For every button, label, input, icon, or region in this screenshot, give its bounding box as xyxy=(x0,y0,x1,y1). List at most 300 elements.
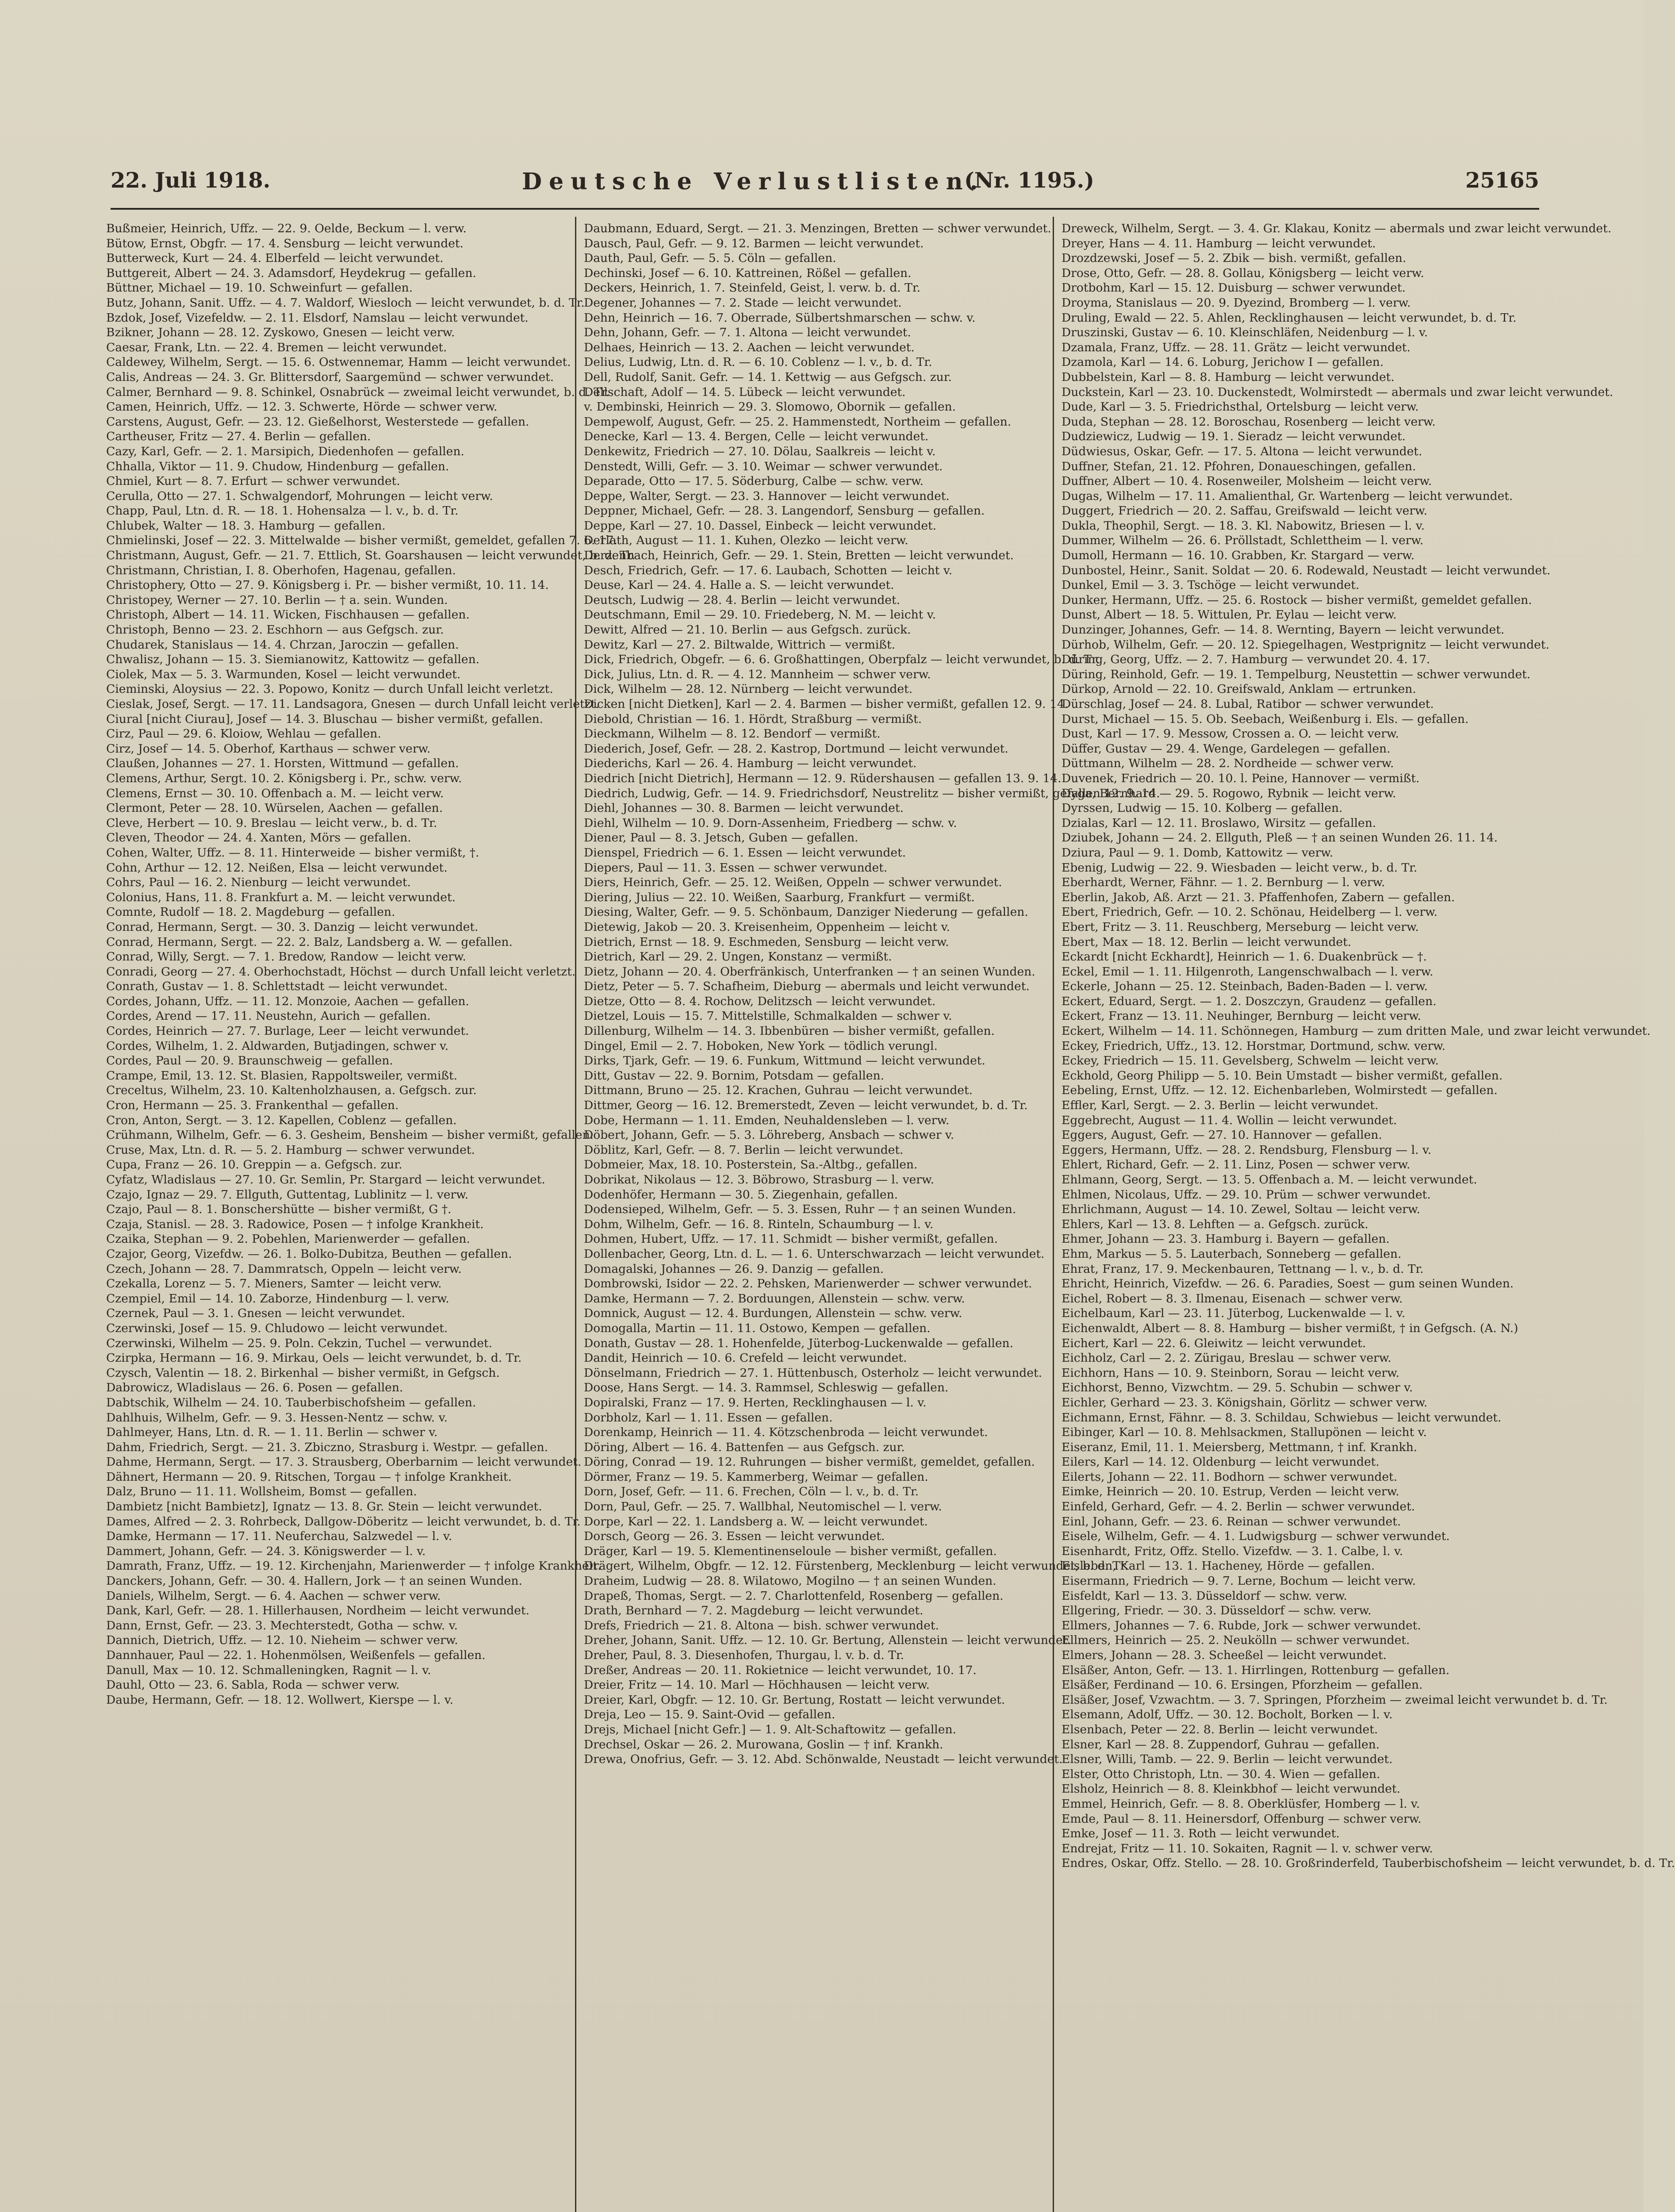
casualty-entry: Dillenburg, Wilhelm — 14. 3. Ibbenbüren — bisher vermißt, gefallen. xyxy=(584,1024,995,1038)
casualty-entry: Dähnert, Hermann — 20. 9. Ritschen, Torgau — † infolge Krankheit. xyxy=(106,1470,512,1484)
casualty-entry: Dollenbacher, Georg, Ltn. d. L. — 1. 6. Unterschwarzach — leicht verwundet. xyxy=(584,1247,1045,1261)
casualty-entry: Einl, Johann, Gefr. — 23. 6. Reinan — schwer verwundet. xyxy=(1062,1514,1401,1528)
casualty-entry: Dorsch, Georg — 26. 3. Essen — leicht verwundet. xyxy=(584,1529,885,1544)
casualty-entry: Czirpka, Hermann — 16. 9. Mirkau, Oels — leicht verwundet, b. d. Tr. xyxy=(106,1351,522,1365)
casualty-entry: Duvenek, Friedrich — 20. 10. l. Peine, Hannover — vermißt. xyxy=(1062,771,1420,785)
casualty-entry: Eberlin, Jakob, Aß. Arzt — 21. 3. Pfaffenhofen, Zabern — gefallen. xyxy=(1062,890,1455,904)
casualty-entry: Czerwinski, Wilhelm — 25. 9. Poln. Cekzin, Tuchel — verwundet. xyxy=(106,1336,492,1350)
casualty-entry: Calis, Andreas — 24. 3. Gr. Blittersdorf, Saargemünd — schwer verwundet. xyxy=(106,370,554,384)
casualty-entry: Elsholz, Heinrich — 8. 8. Kleinkbhof — leicht verwundet. xyxy=(1062,1782,1401,1796)
casualty-entry: Endres, Oskar, Offz. Stello. — 28. 10. Großrinderfeld, Tauberbischofsheim — leicht verwundet, b. d. Tr. xyxy=(1062,1856,1675,1870)
casualty-entry: Dann, Ernst, Gefr. — 23. 3. Mechterstedt, Gotha — schw. v. xyxy=(106,1618,458,1632)
casualty-entry: Cordes, Arend — 17. 11. Neustehn, Aurich — gefallen. xyxy=(106,1009,431,1023)
casualty-entry: Dukla, Theophil, Sergt. — 18. 3. Kl. Nabowitz, Briesen — l. v. xyxy=(1062,518,1425,533)
casualty-entry: Cordes, Wilhelm, 1. 2. Aldwarden, Butjadingen, schwer v. xyxy=(106,1039,449,1053)
issue-date: 22. Juli 1918. xyxy=(111,168,271,193)
casualty-entry: Cyfatz, Wladislaus — 27. 10. Gr. Semlin, Pr. Stargard — leicht verwundet. xyxy=(106,1173,545,1187)
casualty-entry: Drewa, Onofrius, Gefr. — 3. 12. Abd. Schönwalde, Neustadt — leicht verwundet. xyxy=(584,1752,1063,1767)
casualty-entry: Chapp, Paul, Ltn. d. R. — 18. 1. Hohensalza — l. v., b. d. Tr. xyxy=(106,504,459,518)
casualty-entry: Denecke, Karl — 13. 4. Bergen, Celle — leicht verwundet. xyxy=(584,430,929,444)
casualty-entry: Drejs, Michael [nicht Gefr.] — 1. 9. Alt-Schaftowitz — gefallen. xyxy=(584,1722,956,1736)
casualty-entry: Cohrs, Paul — 16. 2. Nienburg — leicht verwundet. xyxy=(106,876,411,890)
casualty-entry: Daube, Hermann, Gefr. — 18. 12. Wollwert, Kierspe — l. v. xyxy=(106,1693,453,1707)
casualty-entry: Ellmers, Heinrich — 25. 2. Neukölln — schwer verwundet. xyxy=(1062,1633,1410,1647)
casualty-entry: Dahlmeyer, Hans, Ltn. d. R. — 1. 11. Berlin — schwer v. xyxy=(106,1425,438,1440)
casualty-entry: Dietze, Otto — 8. 4. Rochow, Delitzsch — leicht verwundet. xyxy=(584,994,936,1008)
casualty-entry: Elster, Otto Christoph, Ltn. — 30. 4. Wien — gefallen. xyxy=(1062,1767,1380,1781)
casualty-entry: Dehn, Heinrich — 16. 7. Oberrade, Sülbertshmarschen — schw. v. xyxy=(584,311,976,325)
casualty-entry: Deutsch, Ludwig — 28. 4. Berlin — leicht verwundet. xyxy=(584,593,901,607)
casualty-entry: Dabrowicz, Wladislaus — 26. 6. Posen — gefallen. xyxy=(106,1381,403,1395)
casualty-entry: Dodensieped, Wilhelm, Gefr. — 5. 3. Essen, Ruhr — † an seinen Wunden. xyxy=(584,1202,1016,1217)
casualty-entry: Bzdok, Josef, Vizefeldw. — 2. 11. Elsdorf, Namslau — leicht verwundet. xyxy=(106,311,529,325)
casualty-entry: Dausch, Paul, Gefr. — 9. 12. Barmen — leicht verwundet. xyxy=(584,236,924,250)
issue-number: (Nr. 1195.) xyxy=(964,168,1094,193)
casualty-entry: Ehrat, Franz, 17. 9. Meckenbauren, Tettnang — l. v., b. d. Tr. xyxy=(1062,1262,1424,1276)
casualty-entry: Dreja, Leo — 15. 9. Saint-Ovid — gefallen. xyxy=(584,1708,836,1722)
casualty-entry: Dunst, Albert — 18. 5. Wittulen, Pr. Eylau — leicht verw. xyxy=(1062,608,1397,622)
casualty-entry: Eichler, Gerhard — 23. 3. Königshain, Görlitz — schwer verw. xyxy=(1062,1395,1428,1409)
casualty-entry: Claußen, Johannes — 27. 1. Horsten, Wittmund — gefallen. xyxy=(106,757,459,771)
casualty-entry: Dürhob, Wilhelm, Gefr. — 20. 12. Spiegelhagen, Westprignitz — leicht verwundet. xyxy=(1062,637,1549,652)
casualty-entry: Dauhl, Otto — 23. 6. Sabla, Roda — schwer verw. xyxy=(106,1678,400,1692)
casualty-entry: Dietrich, Ernst — 18. 9. Eschmeden, Sensburg — leicht verw. xyxy=(584,935,949,949)
casualty-entry: Eckel, Emil — 1. 11. Hilgenroth, Langenschwalbach — l. verw. xyxy=(1062,964,1434,979)
casualty-entry: Dellschaft, Adolf — 14. 5. Lübeck — leicht verwundet. xyxy=(584,385,906,399)
casualty-entry: Diers, Heinrich, Gefr. — 25. 12. Weißen, Oppeln — schwer verwundet. xyxy=(584,876,1002,890)
casualty-entry: Dönselmann, Friedrich — 27. 1. Hüttenbusch, Osterholz — leicht verwundet. xyxy=(584,1366,1042,1380)
casualty-entry: Druling, Ewald — 22. 5. Ahlen, Recklinghausen — leicht verwundet, b. d. Tr. xyxy=(1062,311,1517,325)
casualty-entry: Cieminski, Aloysius — 22. 3. Popowo, Konitz — durch Unfall leicht verletzt. xyxy=(106,682,553,696)
casualty-entry: Eckey, Friedrich — 15. 11. Gevelsberg, Schwelm — leicht verw. xyxy=(1062,1054,1439,1068)
casualty-entry: Delius, Ludwig, Ltn. d. R. — 6. 10. Coblenz — l. v., b. d. Tr. xyxy=(584,355,932,369)
casualty-entry: Droyma, Stanislaus — 20. 9. Dyezind, Bromberg — l. verw. xyxy=(1062,296,1411,310)
casualty-entry: Eggers, Hermann, Uffz. — 28. 2. Rendsburg, Flensburg — l. v. xyxy=(1062,1143,1432,1157)
casualty-entry: Eckhold, Georg Philipp — 5. 10. Bein Umstadt — bisher vermißt, gefallen. xyxy=(1062,1068,1503,1083)
casualty-entry: Domnick, August — 12. 4. Burdungen, Allenstein — schw. verw. xyxy=(584,1306,962,1321)
casualty-entry: Eibinger, Karl — 10. 8. Mehlsackmen, Stallupönen — leicht v. xyxy=(1062,1425,1427,1440)
casualty-entry: Clermont, Peter — 28. 10. Würselen, Aachen — gefallen. xyxy=(106,801,443,815)
casualty-entry: Eberhardt, Werner, Fähnr. — 1. 2. Bernburg — l. verw. xyxy=(1062,876,1385,890)
casualty-entry: Duggert, Friedrich — 20. 2. Saffau, Greifswald — leicht verw. xyxy=(1062,504,1427,518)
casualty-entry: Ebert, Fritz — 3. 11. Reuschberg, Merseburg — leicht verw. xyxy=(1062,920,1419,934)
casualty-entry: Dunzinger, Johannes, Gefr. — 14. 8. Wernting, Bayern — leicht verwundet. xyxy=(1062,623,1505,637)
casualty-entry: Domagalski, Johannes — 26. 9. Danzig — gefallen. xyxy=(584,1262,884,1276)
casualty-entry: Diebold, Christian — 16. 1. Hördt, Straßburg — vermißt. xyxy=(584,712,922,726)
casualty-entry: Eisleben, Karl — 13. 1. Hacheney, Hörde — gefallen. xyxy=(1062,1559,1375,1573)
casualty-entry: Christoph, Albert — 14. 11. Wicken, Fischhausen — gefallen. xyxy=(106,608,470,622)
casualty-entry: Dirks, Tjark, Gefr. — 19. 6. Funkum, Wittmund — leicht verwundet. xyxy=(584,1054,985,1068)
casualty-entry: Dzamola, Karl — 14. 6. Loburg, Jerichow I — gefallen. xyxy=(1062,355,1384,369)
casualty-entry: Bußmeier, Heinrich, Uffz. — 22. 9. Oelde, Beckum — l. verw. xyxy=(106,222,467,235)
casualty-entry: Cleve, Herbert — 10. 9. Breslau — leicht verw., b. d. Tr. xyxy=(106,816,437,830)
casualty-entry: Eisenhardt, Fritz, Offz. Stello. Vizefdw. — 3. 1. Calbe, l. v. xyxy=(1062,1544,1403,1558)
casualty-entry: Dank, Karl, Gefr. — 28. 1. Hillerhausen, Nordheim — leicht verwundet. xyxy=(106,1604,530,1618)
casualty-entry: Düttmann, Wilhelm — 28. 2. Nordheide — schwer verw. xyxy=(1062,757,1394,771)
casualty-entry: Diehl, Wilhelm — 10. 9. Dorn-Assenheim, Friedberg — schw. v. xyxy=(584,816,957,830)
casualty-entry: Dechinski, Josef — 6. 10. Kattreinen, Rößel — gefallen. xyxy=(584,266,912,280)
casualty-entry: Dreier, Karl, Obgfr. — 12. 10. Gr. Bertung, Rostatt — leicht verwundet. xyxy=(584,1693,1005,1707)
casualty-entry: Eichelbaum, Karl — 23. 11. Jüterbog, Luckenwalde — l. v. xyxy=(1062,1306,1406,1321)
casualty-entry: Döbert, Johann, Gefr. — 5. 3. Löhreberg, Ansbach — schwer v. xyxy=(584,1128,954,1142)
casualty-column-2 xyxy=(584,221,1160,1767)
casualty-entry: Ebert, Max — 18. 12. Berlin — leicht verwundet. xyxy=(1062,935,1352,949)
casualty-entry: Dugas, Wilhelm — 17. 11. Amalienthal, Gr. Wartenberg — leicht verwundet. xyxy=(1062,489,1513,503)
casualty-entry: Cieslak, Josef, Sergt. — 17. 11. Landsagora, Gnesen — durch Unfall leicht verletzt. xyxy=(106,697,599,711)
casualty-entry: Cordes, Heinrich — 27. 7. Burlage, Leer — leicht verwundet. xyxy=(106,1024,469,1038)
casualty-entry: Dombrowski, Isidor — 22. 2. Pehsken, Marienwerder — schwer verwundet. xyxy=(584,1277,1032,1291)
casualty-entry: Doose, Hans Sergt. — 14. 3. Rammsel, Schleswig — gefallen. xyxy=(584,1381,949,1395)
casualty-entry: Czernek, Paul — 3. 1. Gnesen — leicht verwundet. xyxy=(106,1306,406,1321)
casualty-entry: Ciolek, Max — 5. 3. Warmunden, Kosel — leicht verwundet. xyxy=(106,667,461,681)
casualty-entry: Deutschmann, Emil — 29. 10. Friedeberg, N. M. — leicht v. xyxy=(584,608,936,622)
casualty-entry: Czysch, Valentin — 18. 2. Birkenhal — bisher vermißt, in Gefgsch. xyxy=(106,1366,500,1380)
casualty-entry: Derzenbach, Heinrich, Gefr. — 29. 1. Stein, Bretten — leicht verwundet. xyxy=(584,549,1014,563)
casualty-entry: Drose, Otto, Gefr. — 28. 8. Gollau, Königsberg — leicht verw. xyxy=(1062,266,1424,280)
casualty-entry: Eggebrecht, August — 11. 4. Wollin — leicht verwundet. xyxy=(1062,1113,1397,1127)
casualty-entry: Dorn, Paul, Gefr. — 25. 7. Wallbhal, Neutomischel — l. verw. xyxy=(584,1500,942,1514)
casualty-entry: Chlubek, Walter — 18. 3. Hamburg — gefallen. xyxy=(106,518,386,533)
casualty-entry: Danckers, Johann, Gefr. — 30. 4. Hallern, Jork — † an seinen Wunden. xyxy=(106,1574,522,1588)
casualty-entry: Diederich, Josef, Gefr. — 28. 2. Kastrop, Dortmund — leicht verwundet. xyxy=(584,741,1008,756)
casualty-entry: Dorenkamp, Heinrich — 11. 4. Kötzschenbroda — leicht verwundet. xyxy=(584,1425,988,1440)
casualty-entry: Conrath, Gustav — 1. 8. Schlettstadt — leicht verwundet. xyxy=(106,979,448,994)
casualty-entry: Christmann, Christian, I. 8. Oberhofen, Hagenau, gefallen. xyxy=(106,563,456,577)
casualty-entry: Dziura, Paul — 9. 1. Domb, Kattowitz — verw. xyxy=(1062,845,1334,860)
casualty-entry: Cartheuser, Fritz — 27. 4. Berlin — gefallen. xyxy=(106,430,371,444)
casualty-entry: Comnte, Rudolf — 18. 2. Magdeburg — gefallen. xyxy=(106,905,395,919)
casualty-entry: Cazy, Karl, Gefr. — 2. 1. Marsipich, Diedenhofen — gefallen. xyxy=(106,444,464,458)
casualty-entry: Dobmeier, Max, 18. 10. Posterstein, Sa.-Altbg., gefallen. xyxy=(584,1158,918,1172)
casualty-entry: Dorn, Josef, Gefr. — 11. 6. Frechen, Cöln — l. v., b. d. Tr. xyxy=(584,1485,919,1499)
casualty-entry: Drefs, Friedrich — 21. 8. Altona — bish. schwer verwundet. xyxy=(584,1618,939,1632)
casualty-entry: Ehlmann, Georg, Sergt. — 13. 5. Offenbach a. M. — leicht verwundet. xyxy=(1062,1173,1477,1187)
casualty-entry: Denstedt, Willi, Gefr. — 3. 10. Weimar — schwer verwundet. xyxy=(584,459,943,473)
casualty-entry: Cirz, Josef — 14. 5. Oberhof, Karthaus — schwer verw. xyxy=(106,741,431,756)
casualty-entry: Duffner, Albert — 10. 4. Rosenweiler, Molsheim — leicht verw. xyxy=(1062,474,1432,488)
casualty-entry: Elsäßer, Josef, Vzwachtm. — 3. 7. Springen, Pforzheim — zweimal leicht verwundet b. d. Tr. xyxy=(1062,1693,1608,1707)
casualty-entry: Dittmann, Bruno — 25. 12. Krachen, Guhrau — leicht verwundet. xyxy=(584,1083,973,1098)
casualty-entry: Colonius, Hans, 11. 8. Frankfurt a. M. — leicht verwundet. xyxy=(106,890,456,904)
page-header xyxy=(111,168,1539,204)
casualty-entry: Butterweck, Kurt — 24. 4. Elberfeld — leicht verwundet. xyxy=(106,251,444,265)
casualty-entry: Düffer, Gustav — 29. 4. Wenge, Gardelegen — gefallen. xyxy=(1062,741,1391,756)
casualty-entry: Dietz, Peter — 5. 7. Schafheim, Dieburg — abermals und leicht verwundet. xyxy=(584,979,1030,994)
casualty-entry: Elsner, Karl — 28. 8. Zuppendorf, Guhrau — gefallen. xyxy=(1062,1737,1380,1751)
casualty-entry: Döring, Albert — 16. 4. Battenfen — aus Gefgsch. zur. xyxy=(584,1440,905,1454)
casualty-entry: Dannhauer, Paul — 22. 1. Hohenmölsen, Weißenfels — gefallen. xyxy=(106,1648,486,1662)
casualty-entry: Düring, Reinhold, Gefr. — 19. 1. Tempelburg, Neustettin — schwer verwundet. xyxy=(1062,667,1531,681)
casualty-entry: Eichenwaldt, Albert — 8. 8. Hamburg — bisher vermißt, † in Gefgsch. (A. N.) xyxy=(1062,1321,1518,1335)
casualty-entry: Eisfeldt, Karl — 13. 3. Düsseldorf — schw. verw. xyxy=(1062,1589,1347,1603)
casualty-entry: Dürschlag, Josef — 24. 8. Lubal, Ratibor — schwer verwundet. xyxy=(1062,697,1434,711)
casualty-entry: Dick, Julius, Ltn. d. R. — 4. 12. Mannheim — schwer verw. xyxy=(584,667,931,681)
casualty-entry: Ehlert, Richard, Gefr. — 2. 11. Linz, Posen — schwer verw. xyxy=(1062,1158,1411,1172)
casualty-entry: Eichhorst, Benno, Vizwchtm. — 29. 5. Schubin — schwer v. xyxy=(1062,1381,1413,1395)
casualty-entry: Dyga, Bernhard — 29. 5. Rogowo, Rybnik — leicht verw. xyxy=(1062,786,1396,800)
casualty-entry: Dreher, Paul, 8. 3. Diesenhofen, Thurgau, l. v. b. d. Tr. xyxy=(584,1648,905,1662)
casualty-entry: Eimke, Heinrich — 20. 10. Estrup, Verden — leicht verw. xyxy=(1062,1485,1399,1499)
casualty-entry: Eckey, Friedrich, Uffz., 13. 12. Horstmar, Dortmund, schw. verw. xyxy=(1062,1039,1446,1053)
casualty-entry: Domogalla, Martin — 11. 11. Ostowo, Kempen — gefallen. xyxy=(584,1321,931,1335)
casualty-entry: Cirz, Paul — 29. 6. Kloiow, Wehlau — gefallen. xyxy=(106,727,381,741)
casualty-entry: Dummer, Wilhelm — 26. 6. Pröllstadt, Schlettheim — l. verw. xyxy=(1062,534,1424,548)
casualty-entry: Caldewey, Wilhelm, Sergt. — 15. 6. Ostwennemar, Hamm — leicht verwundet. xyxy=(106,355,571,369)
casualty-entry: Damke, Hermann — 17. 11. Neuferchau, Salzwedel — l. v. xyxy=(106,1529,452,1544)
casualty-entry: Buttgereit, Albert — 24. 3. Adamsdorf, Heydekrug — gefallen. xyxy=(106,266,476,280)
casualty-entry: Dabtschik, Wilhelm — 24. 10. Tauberbischofsheim — gefallen. xyxy=(106,1395,476,1409)
casualty-entry: Dopiralski, Franz — 17. 9. Herten, Recklinghausen — l. v. xyxy=(584,1395,927,1409)
casualty-entry: Dodenhöfer, Hermann — 30. 5. Ziegenhain, gefallen. xyxy=(584,1187,898,1202)
casualty-entry: Carstens, August, Gefr. — 23. 12. Gießelhorst, Westerstede — gefallen. xyxy=(106,415,529,429)
casualty-entry: Dust, Karl — 17. 9. Messow, Crossen a. O. — leicht verw. xyxy=(1062,727,1399,741)
casualty-entry: Emde, Paul — 8. 11. Heinersdorf, Offenburg — schwer verw. xyxy=(1062,1812,1422,1826)
casualty-entry: Diehl, Johannes — 30. 8. Barmen — leicht verwundet. xyxy=(584,801,904,815)
casualty-column-1 xyxy=(106,221,636,1707)
casualty-entry: Ebenig, Ludwig — 22. 9. Wiesbaden — leicht verw., b. d. Tr. xyxy=(1062,860,1418,875)
casualty-entry: Dreier, Fritz — 14. 10. Marl — Höchhausen — leicht verw. xyxy=(584,1678,930,1692)
casualty-entry: Crampe, Emil, 13. 12. St. Blasien, Rappoltsweiler, vermißt. xyxy=(106,1068,458,1083)
casualty-entry: Dumoll, Hermann — 16. 10. Grabben, Kr. Stargard — verw. xyxy=(1062,549,1415,563)
casualty-entry: Dorpe, Karl — 22. 1. Landsberg a. W. — leicht verwundet. xyxy=(584,1514,928,1528)
casualty-entry: Düring, Georg, Uffz. — 2. 7. Hamburg — verwundet 20. 4. 17. xyxy=(1062,653,1430,667)
casualty-entry: Dambietz [nicht Bambietz], Ignatz — 13. 8. Gr. Stein — leicht verwundet. xyxy=(106,1500,542,1514)
casualty-entry: Calmer, Bernhard — 9. 8. Schinkel, Osnabrück — zweimal leicht verwundet, b. d. Tr. xyxy=(106,385,609,399)
casualty-entry: Dubbelstein, Karl — 8. 8. Hamburg — leicht verwundet. xyxy=(1062,370,1395,384)
casualty-entry: Dreher, Johann, Sanit. Uffz. — 12. 10. Gr. Bertung, Allenstein — leicht verwundet. xyxy=(584,1633,1071,1647)
casualty-entry: Christmann, August, Gefr. — 21. 7. Ettlich, St. Goarshausen — leicht verwundet, b. d. Tr. xyxy=(106,549,636,563)
casualty-entry: Eilerts, Johann — 22. 11. Bodhorn — schwer verwundet. xyxy=(1062,1470,1398,1484)
casualty-entry: Bütow, Ernst, Obgfr. — 17. 4. Sensburg — leicht verwundet. xyxy=(106,236,464,250)
casualty-entry: Cordes, Johann, Uffz. — 11. 12. Monzoie, Aachen — gefallen. xyxy=(106,994,469,1008)
casualty-entry: Dames, Alfred — 2. 3. Rohrbeck, Dallgow-Döberitz — leicht verwundet, b. d. Tr. xyxy=(106,1514,581,1528)
casualty-entry: Emmel, Heinrich, Gefr. — 8. 8. Oberklüsfer, Homberg — l. v. xyxy=(1062,1797,1420,1811)
casualty-entry: Düdwiesus, Oskar, Gefr. — 17. 5. Altona — leicht verwundet. xyxy=(1062,444,1422,458)
casualty-entry: Derlath, August — 11. 1. Kuhen, Olezko — leicht verw. xyxy=(584,534,908,548)
casualty-entry: Chwalisz, Johann — 15. 3. Siemianowitz, Kattowitz — gefallen. xyxy=(106,653,480,667)
casualty-entry: Dandit, Heinrich — 10. 6. Crefeld — leicht verwundet. xyxy=(584,1351,907,1365)
casualty-entry: Dobrikat, Nikolaus — 12. 3. Böbrowo, Strasburg — l. verw. xyxy=(584,1173,934,1187)
casualty-entry: Degener, Johannes — 7. 2. Stade — leicht verwundet. xyxy=(584,296,902,310)
casualty-entry: Ciural [nicht Ciurau], Josef — 14. 3. Bluschau — bisher vermißt, gefallen. xyxy=(106,712,543,726)
casualty-entry: Eichmann, Ernst, Fähnr. — 8. 3. Schildau, Schwiebus — leicht verwundet. xyxy=(1062,1410,1502,1425)
casualty-entry: Damrath, Franz, Uffz. — 19. 12. Kirchenjahn, Marienwerder — † infolge Krankheit. xyxy=(106,1559,602,1573)
casualty-entry: Ebert, Friedrich, Gefr. — 10. 2. Schönau, Heidelberg — l. verw. xyxy=(1062,905,1438,919)
casualty-entry: Dräger, Karl — 19. 5. Klementinenseloule — bisher vermißt, gefallen. xyxy=(584,1544,997,1558)
casualty-entry: Dammert, Johann, Gefr. — 24. 3. Königswerder — l. v. xyxy=(106,1544,426,1558)
casualty-entry: Eichel, Robert — 8. 3. Ilmenau, Eisenach — schwer verw. xyxy=(1062,1291,1403,1306)
casualty-entry: Diesing, Walter, Gefr. — 9. 5. Schönbaum, Danziger Niederung — gefallen. xyxy=(584,905,1028,919)
casualty-entry: Drapeß, Thomas, Sergt. — 2. 7. Charlottenfeld, Rosenberg — gefallen. xyxy=(584,1589,1004,1603)
casualty-entry: Dietrich, Karl — 29. 2. Ungen, Konstanz — vermißt. xyxy=(584,950,892,964)
casualty-entry: Eiseranz, Emil, 11. 1. Meiersberg, Mettmann, † inf. Krankh. xyxy=(1062,1440,1418,1454)
casualty-entry: Czerwinski, Josef — 15. 9. Chludowo — leicht verwundet. xyxy=(106,1321,448,1335)
casualty-entry: Döblitz, Karl, Gefr. — 8. 7. Berlin — leicht verwundet. xyxy=(584,1143,904,1157)
casualty-entry: Dobe, Hermann — 1. 11. Emden, Neuhaldensleben — l. verw. xyxy=(584,1113,950,1127)
casualty-entry: Emke, Josef — 11. 3. Roth — leicht verwundet. xyxy=(1062,1827,1340,1841)
casualty-entry: Eckerle, Johann — 25. 12. Steinbach, Baden-Baden — l. verw. xyxy=(1062,979,1428,994)
casualty-entry: Ehm, Markus — 5. 5. Lauterbach, Sonneberg — gefallen. xyxy=(1062,1247,1402,1261)
casualty-entry: Dude, Karl — 3. 5. Friedrichsthal, Ortelsburg — leicht verw. xyxy=(1062,400,1419,414)
casualty-entry: Duckstein, Karl — 23. 10. Duckenstedt, Wolmirstedt — abermals und zwar leicht verwundet. xyxy=(1062,385,1614,399)
casualty-entry: Dell, Rudolf, Sanit. Gefr. — 14. 1. Kettwig — aus Gefgsch. zur. xyxy=(584,370,952,384)
casualty-entry: Dohm, Wilhelm, Gefr. — 16. 8. Rinteln, Schaumburg — l. v. xyxy=(584,1217,934,1231)
casualty-entry: Dahm, Friedrich, Sergt. — 21. 3. Zbiczno, Strasburg i. Westpr. — gefallen. xyxy=(106,1440,548,1454)
casualty-entry: Dick, Wilhelm — 28. 12. Nürnberg — leicht verwundet. xyxy=(584,682,913,696)
casualty-entry: Creceltus, Wilhelm, 23. 10. Kaltenholzhausen, a. Gefgsch. zur. xyxy=(106,1083,477,1098)
casualty-entry: Eichhorn, Hans — 10. 9. Steinborn, Sorau — leicht verw. xyxy=(1062,1366,1399,1380)
casualty-entry: Chhalla, Viktor — 11. 9. Chudow, Hindenburg — gefallen. xyxy=(106,459,449,473)
casualty-entry: Drozdzewski, Josef — 5. 2. Zbik — bish. vermißt, gefallen. xyxy=(1062,251,1407,265)
casualty-entry: Dietzel, Louis — 15. 7. Mittelstille, Schmalkalden — schwer v. xyxy=(584,1009,952,1023)
casualty-entry: Dieckmann, Wilhelm — 8. 12. Bendorf — vermißt. xyxy=(584,727,881,741)
page-number: 25165 xyxy=(1465,168,1539,193)
casualty-entry: Effler, Karl, Sergt. — 2. 3. Berlin — leicht verwundet. xyxy=(1062,1098,1379,1113)
casualty-entry: Cruse, Max, Ltn. d. R. — 5. 2. Hamburg — schwer verwundet. xyxy=(106,1143,475,1157)
casualty-entry: Dittmer, Georg — 16. 12. Bremerstedt, Zeven — leicht verwundet, b. d. Tr. xyxy=(584,1098,1028,1113)
casualty-entry: Daniels, Wilhelm, Sergt. — 6. 4. Aachen — schwer verw. xyxy=(106,1589,441,1603)
casualty-entry: Diepers, Paul — 11. 3. Essen — schwer verwundet. xyxy=(584,860,888,875)
casualty-entry: Dicken [nicht Dietken], Karl — 2. 4. Barmen — bisher vermißt, gefallen 12. 9. 14. xyxy=(584,697,1069,711)
casualty-entry: Cron, Hermann — 25. 3. Frankenthal — gefallen. xyxy=(106,1098,399,1113)
casualty-entry: Dienspel, Friedrich — 6. 1. Essen — leicht verwundet. xyxy=(584,845,906,860)
casualty-entry: Drägert, Wilhelm, Obgfr. — 12. 12. Fürstenberg, Mecklenburg — leicht verwundet, b. d. Tr. xyxy=(584,1559,1129,1573)
casualty-entry: Chudarek, Stanislaus — 14. 4. Chrzan, Jaroczin — gefallen. xyxy=(106,637,459,652)
casualty-entry: Czaja, Stanisl. — 28. 3. Radowice, Posen — † infolge Krankheit. xyxy=(106,1217,484,1231)
casualty-entry: Dreweck, Wilhelm, Sergt. — 3. 4. Gr. Klakau, Konitz — abermals und zwar leicht verwundet. xyxy=(1062,222,1612,235)
casualty-entry: Eisermann, Friedrich — 9. 7. Lerne, Bochum — leicht verw. xyxy=(1062,1574,1416,1588)
casualty-entry: Dziubek, Johann — 24. 2. Ellguth, Pleß — † an seinen Wunden 26. 11. 14. xyxy=(1062,831,1498,845)
casualty-entry: Deppe, Walter, Sergt. — 23. 3. Hannover — leicht verwundet. xyxy=(584,489,950,503)
casualty-entry: Drath, Bernhard — 7. 2. Magdeburg — leicht verwundet. xyxy=(584,1604,924,1618)
casualty-entry: Dreyer, Hans — 4. 11. Hamburg — leicht verwundet. xyxy=(1062,236,1376,250)
casualty-entry: Dunkel, Emil — 3. 3. Tschöge — leicht verwundet. xyxy=(1062,578,1360,592)
casualty-entry: Dannich, Dietrich, Uffz. — 12. 10. Nieheim — schwer verw. xyxy=(106,1633,458,1647)
casualty-entry: Czajor, Georg, Vizefdw. — 26. 1. Bolko-Dubitza, Beuthen — gefallen. xyxy=(106,1247,512,1261)
casualty-entry: Christopey, Werner — 27. 10. Berlin — † a. sein. Wunden. xyxy=(106,593,448,607)
casualty-entry: Ellgering, Friedr. — 30. 3. Düsseldorf — schw. verw. xyxy=(1062,1604,1372,1618)
casualty-entry: Diering, Julius — 22. 10. Weißen, Saarburg, Frankfurt — vermißt. xyxy=(584,890,975,904)
casualty-entry: Czech, Johann — 28. 7. Dammratsch, Oppeln — leicht verw. xyxy=(106,1262,462,1276)
casualty-entry: Bzikner, Johann — 28. 12. Zyskowo, Gnesen — leicht verw. xyxy=(106,326,455,340)
casualty-entry: Endrejat, Fritz — 11. 10. Sokaiten, Ragnit — l. v. schwer verw. xyxy=(1062,1841,1433,1855)
casualty-entry: Dunbostel, Heinr., Sanit. Soldat — 20. 6. Rodewald, Neustadt — leicht verwundet. xyxy=(1062,563,1551,577)
casualty-entry: Christophery, Otto — 27. 9. Königsberg i. Pr. — bisher vermißt, 10. 11. 14. xyxy=(106,578,549,592)
column-divider xyxy=(1053,217,1054,2212)
casualty-entry: Delhaes, Heinrich — 13. 2. Aachen — leicht verwundet. xyxy=(584,340,915,354)
casualty-entry: Eckert, Wilhelm — 14. 11. Schönnegen, Hamburg — zum dritten Male, und zwar leicht verwundet. xyxy=(1062,1024,1651,1038)
casualty-entry: Elsemann, Adolf, Uffz. — 30. 12. Bocholt, Borken — l. v. xyxy=(1062,1708,1393,1722)
casualty-entry: Elsenbach, Peter — 22. 8. Berlin — leicht verwundet. xyxy=(1062,1722,1378,1736)
casualty-entry: Dürkop, Arnold — 22. 10. Greifswald, Anklam — ertrunken. xyxy=(1062,682,1416,696)
casualty-entry: Dewitt, Alfred — 21. 10. Berlin — aus Gefgsch. zurück. xyxy=(584,623,911,637)
casualty-entry: Deppner, Michael, Gefr. — 28. 3. Langendorf, Sensburg — gefallen. xyxy=(584,504,985,518)
casualty-entry: Döring, Conrad — 19. 12. Ruhrungen — bisher vermißt, gemeldet, gefallen. xyxy=(584,1455,1035,1469)
casualty-entry: Czajo, Paul — 8. 1. Bonschershütte — bisher vermißt, G †. xyxy=(106,1202,452,1217)
casualty-entry: Damke, Hermann — 7. 2. Borduungen, Allenstein — schw. verw. xyxy=(584,1291,965,1306)
casualty-entry: Eckert, Eduard, Sergt. — 1. 2. Doszczyn, Graudenz — gefallen. xyxy=(1062,994,1437,1008)
casualty-entry: v. Dembinski, Heinrich — 29. 3. Slomowo, Obornik — gefallen. xyxy=(584,400,956,414)
casualty-entry: Büttner, Michael — 19. 10. Schweinfurt — gefallen. xyxy=(106,281,413,295)
casualty-entry: Dahme, Hermann, Sergt. — 17. 3. Strausberg, Oberbarnim — leicht verwundet. xyxy=(106,1455,582,1469)
casualty-column-3 xyxy=(1062,221,1675,1871)
casualty-entry: Eichholz, Carl — 2. 2. Zürigau, Breslau — schwer verw. xyxy=(1062,1351,1391,1365)
casualty-entry: Conrad, Hermann, Sergt. — 22. 2. Balz, Landsberg a. W. — gefallen. xyxy=(106,935,513,949)
casualty-entry: Eebeling, Ernst, Uffz. — 12. 12. Eichenbarleben, Wolmirstedt — gefallen. xyxy=(1062,1083,1498,1098)
casualty-entry: Ehmer, Johann — 23. 3. Hamburg i. Bayern — gefallen. xyxy=(1062,1232,1390,1246)
casualty-entry: Chmiel, Kurt — 8. 7. Erfurt — schwer verwundet. xyxy=(106,474,400,488)
casualty-entry: Cupa, Franz — 26. 10. Greppin — a. Gefgsch. zur. xyxy=(106,1158,402,1172)
casualty-entry: Chmielinski, Josef — 22. 3. Mittelwalde — bisher vermißt, gemeldet, gefallen 7. 6. 17. xyxy=(106,534,617,548)
casualty-entry: Dohmen, Hubert, Uffz. — 17. 11. Schmidt — bisher vermißt, gefallen. xyxy=(584,1232,998,1246)
casualty-entry: Donath, Gustav — 28. 1. Hohenfelde, Jüterbog-Luckenwalde — gefallen. xyxy=(584,1336,1014,1350)
casualty-entry: Clemens, Ernst — 30. 10. Offenbach a. M. — leicht verw. xyxy=(106,786,444,800)
casualty-entry: Dauth, Paul, Gefr. — 5. 5. Cöln — gefallen. xyxy=(584,251,836,265)
casualty-entry: Dalz, Bruno — 11. 11. Wollsheim, Bomst — gefallen. xyxy=(106,1485,417,1499)
casualty-entry: Durst, Michael — 15. 5. Ob. Seebach, Weißenburg i. Els. — gefallen. xyxy=(1062,712,1469,726)
casualty-entry: Elsäßer, Ferdinand — 10. 6. Ersingen, Pforzheim — gefallen. xyxy=(1062,1678,1423,1692)
casualty-entry: Dörmer, Franz — 19. 5. Kammerberg, Weimar — gefallen. xyxy=(584,1470,928,1484)
casualty-entry: Dunker, Hermann, Uffz. — 25. 6. Rostock — bisher vermißt, gemeldet gefallen. xyxy=(1062,593,1532,607)
casualty-entry: Drechsel, Oskar — 26. 2. Murowana, Goslin — † inf. Krankh. xyxy=(584,1737,943,1751)
casualty-entry: Dzamala, Franz, Uffz. — 28. 11. Grätz — leicht verwundet. xyxy=(1062,340,1411,354)
casualty-entry: Eckardt [nicht Eckhardt], Heinrich — 1. 6. Duakenbrück — †. xyxy=(1062,950,1427,964)
casualty-entry: Eisele, Wilhelm, Gefr. — 4. 1. Ludwigsburg — schwer verwundet. xyxy=(1062,1529,1450,1544)
casualty-entry: Eggers, August, Gefr. — 27. 10. Hannover — gefallen. xyxy=(1062,1128,1382,1142)
casualty-entry: Einfeld, Gerhard, Gefr. — 4. 2. Berlin — schwer verwundet. xyxy=(1062,1500,1415,1514)
casualty-entry: Elsner, Willi, Tamb. — 22. 9. Berlin — leicht verwundet. xyxy=(1062,1752,1393,1767)
casualty-entry: Dehn, Johann, Gefr. — 7. 1. Altona — leicht verwundet. xyxy=(584,326,911,340)
casualty-entry: Czajo, Ignaz — 29. 7. Ellguth, Guttentag, Lublinitz — l. verw. xyxy=(106,1187,469,1202)
casualty-entry: Ehlmen, Nicolaus, Uffz. — 29. 10. Prüm — schwer verwundet. xyxy=(1062,1187,1431,1202)
publication-title: Deutsche Verlustlisten. xyxy=(522,168,985,195)
casualty-entry: Diener, Paul — 8. 3. Jetsch, Guben — gefallen. xyxy=(584,831,859,845)
casualty-entry: Cohn, Arthur — 12. 12. Neißen, Elsa — leicht verwundet. xyxy=(106,860,448,875)
casualty-entry: Eckert, Franz — 13. 11. Neuhinger, Bernburg — leicht verw. xyxy=(1062,1009,1422,1023)
casualty-entry: Conrad, Hermann, Sergt. — 30. 3. Danzig — leicht verwundet. xyxy=(106,920,479,934)
casualty-entry: Dreßer, Andreas — 20. 11. Rokietnice — leicht verwundet, 10. 17. xyxy=(584,1663,977,1677)
casualty-entry: Dorbholz, Karl — 1. 11. Essen — gefallen. xyxy=(584,1410,833,1425)
header-rule xyxy=(111,208,1539,210)
casualty-entry: Duda, Stephan — 28. 12. Boroschau, Rosenberg — leicht verw. xyxy=(1062,415,1436,429)
casualty-entry: Elmers, Johann — 28. 3. Scheeßel — leicht verwundet. xyxy=(1062,1648,1387,1662)
casualty-entry: Caesar, Frank, Ltn. — 22. 4. Bremen — leicht verwundet. xyxy=(106,340,447,354)
casualty-entry: Czaika, Stephan — 9. 2. Pobehlen, Marienwerder — gefallen. xyxy=(106,1232,470,1246)
casualty-entry: Ehlers, Karl — 13. 8. Lehften — a. Gefgsch. zurück. xyxy=(1062,1217,1368,1231)
casualty-entry: Daubmann, Eduard, Sergt. — 21. 3. Menzingen, Bretten — schwer verwundet. xyxy=(584,222,1051,235)
casualty-entry: Diederichs, Karl — 26. 4. Hamburg — leicht verwundet. xyxy=(584,757,917,771)
casualty-entry: Eilers, Karl — 14. 12. Oldenburg — leicht verwundet. xyxy=(1062,1455,1380,1469)
casualty-entry: Cleven, Theodor — 24. 4. Xanten, Mörs — gefallen. xyxy=(106,831,411,845)
casualty-entry: Diedrich [nicht Dietrich], Hermann — 12. 9. Rüdershausen — gefallen 13. 9. 14. xyxy=(584,771,1062,785)
casualty-entry: Dick, Friedrich, Obgefr. — 6. 6. Großhattingen, Oberpfalz — leicht verwundet, b. d. Tr. xyxy=(584,653,1100,667)
casualty-entry: Ellmers, Johannes — 7. 6. Rubde, Jork — schwer verwundet. xyxy=(1062,1618,1421,1632)
casualty-entry: Druszinski, Gustav — 6. 10. Kleinschläfen, Neidenburg — l. v. xyxy=(1062,326,1428,340)
casualty-entry: Deppe, Karl — 27. 10. Dassel, Einbeck — leicht verwundet. xyxy=(584,518,937,533)
casualty-entry: Danull, Max — 10. 12. Schmalleningken, Ragnit — l. v. xyxy=(106,1663,431,1677)
casualty-entry: Dempewolf, August, Gefr. — 25. 2. Hammenstedt, Northeim — gefallen. xyxy=(584,415,1012,429)
casualty-entry: Ehrlichmann, August — 14. 10. Zewel, Soltau — leicht verw. xyxy=(1062,1202,1420,1217)
casualty-entry: Diedrich, Ludwig, Gefr. — 14. 9. Friedrichsdorf, Neustrelitz — bisher vermißt, gefallen 12. 9. 14. xyxy=(584,786,1160,800)
casualty-entry: Ditt, Gustav — 22. 9. Bornim, Potsdam — gefallen. xyxy=(584,1068,884,1083)
casualty-entry: Duffner, Stefan, 21. 12. Pfohren, Donaueschingen, gefallen. xyxy=(1062,459,1416,473)
casualty-entry: Cohen, Walter, Uffz. — 8. 11. Hinterweide — bisher vermißt, †. xyxy=(106,845,479,860)
casualty-entry: Dudziewicz, Ludwig — 19. 1. Sieradz — leicht verwundet. xyxy=(1062,430,1406,444)
casualty-entry: Deckers, Heinrich, 1. 7. Steinfeld, Geist, l. verw. b. d. Tr. xyxy=(584,281,921,295)
casualty-entry: Elsäßer, Anton, Gefr. — 13. 1. Hirrlingen, Rottenburg — gefallen. xyxy=(1062,1663,1450,1677)
casualty-entry: Czempiel, Emil — 14. 10. Zaborze, Hindenburg — l. verw. xyxy=(106,1291,449,1306)
casualty-entry: Conrad, Willy, Sergt. — 7. 1. Bredow, Randow — leicht verw. xyxy=(106,950,466,964)
